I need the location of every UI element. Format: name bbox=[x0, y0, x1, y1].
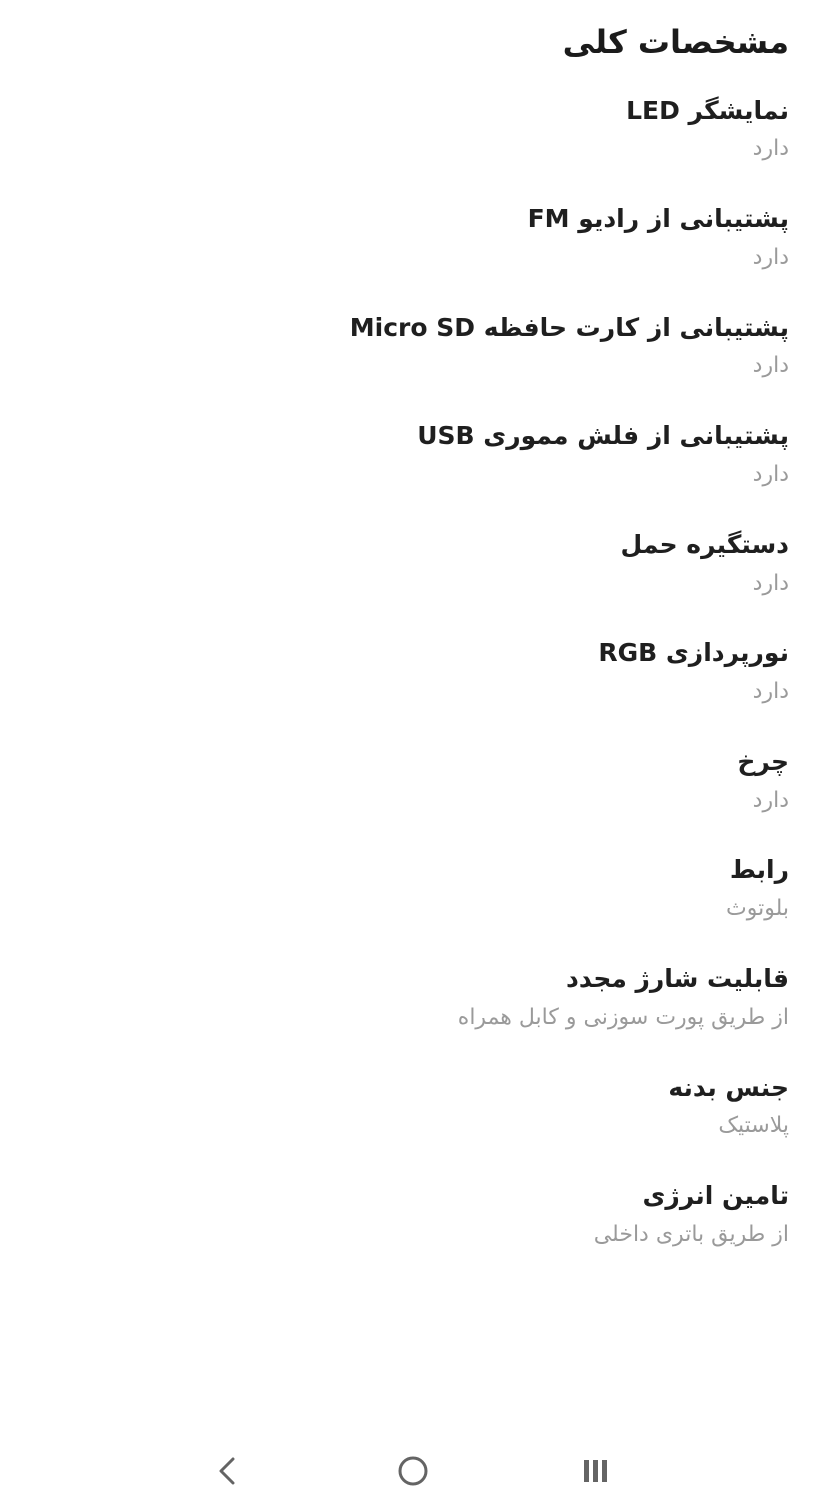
spec-label: پشتیبانی از کارت حافظه Micro SD bbox=[349, 312, 789, 342]
spec-label: رابط bbox=[729, 855, 789, 885]
spec-label: نمایشگر LED bbox=[626, 95, 789, 125]
spec-label: نورپردازی RGB bbox=[598, 638, 789, 668]
list-item bbox=[36, 1071, 789, 1143]
spec-value: دارد bbox=[752, 461, 789, 487]
back-chevron-icon[interactable] bbox=[212, 1454, 246, 1488]
spec-list bbox=[36, 94, 789, 1251]
list-item bbox=[36, 94, 789, 166]
list-item bbox=[36, 311, 789, 383]
recent-apps-icon[interactable] bbox=[580, 1454, 614, 1488]
spec-value: بلوتوث bbox=[726, 896, 789, 922]
spec-label: جنس بدنه bbox=[668, 1072, 789, 1102]
spec-label: پشتیبانی از رادیو FM bbox=[527, 204, 789, 234]
page-title: مشخصات کلی bbox=[562, 23, 789, 61]
spec-value: دارد bbox=[752, 353, 789, 379]
spec-value: دارد bbox=[752, 136, 789, 162]
system-navigation-bar bbox=[0, 1454, 825, 1500]
spec-label: پشتیبانی از فلش مموری USB bbox=[417, 421, 789, 451]
list-item bbox=[36, 636, 789, 708]
spec-value: از طریق پورت سوزنی و کابل همراه bbox=[457, 1004, 789, 1030]
spec-value: دارد bbox=[752, 570, 789, 596]
spec-label: چرخ bbox=[737, 746, 789, 776]
spec-label: تامین انرژی bbox=[642, 1181, 789, 1211]
spec-value: پلاستیک bbox=[718, 1113, 789, 1139]
spec-value: دارد bbox=[752, 787, 789, 813]
list-item bbox=[36, 745, 789, 817]
list-item bbox=[36, 962, 789, 1034]
list-item bbox=[36, 202, 789, 274]
circle-home-icon[interactable] bbox=[396, 1454, 430, 1488]
list-item bbox=[36, 853, 789, 925]
list-item bbox=[36, 1179, 789, 1251]
spec-value: دارد bbox=[752, 244, 789, 270]
spec-value: از طریق باتری داخلی bbox=[593, 1221, 789, 1247]
list-item bbox=[36, 419, 789, 491]
spec-value: دارد bbox=[752, 679, 789, 705]
spec-label: دستگیره حمل bbox=[620, 529, 789, 559]
list-item bbox=[36, 528, 789, 600]
spec-label: قابلیت شارژ مجدد bbox=[566, 963, 789, 993]
